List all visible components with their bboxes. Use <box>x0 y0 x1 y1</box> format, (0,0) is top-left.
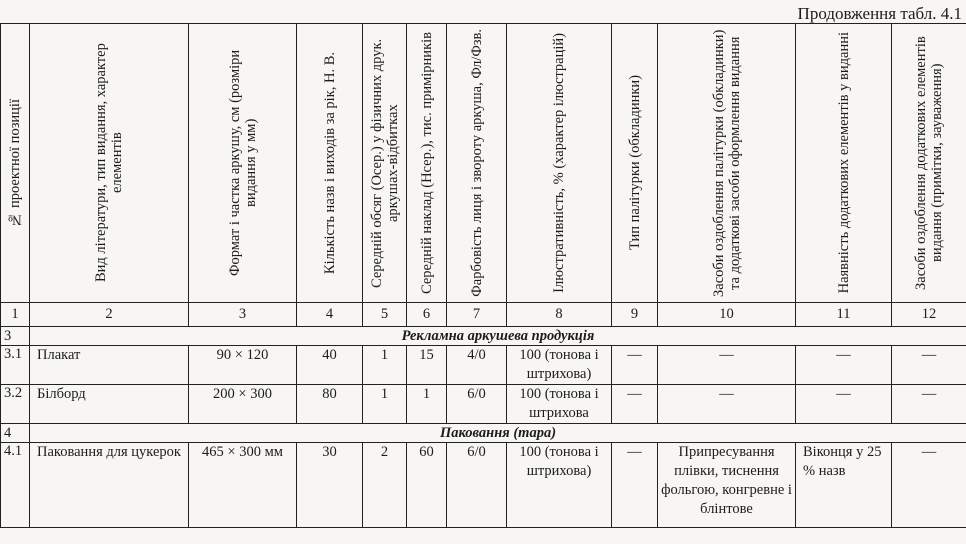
header-cell-4: Кількість назв і виходів за рік, Н. В. <box>297 24 363 303</box>
column-number: 6 <box>407 303 447 327</box>
header-cell-12: Засоби оздоблення додаткових елементів видання (примітки, зауваження) <box>892 24 966 303</box>
column-number: 10 <box>658 303 796 327</box>
table-row <box>1 346 966 385</box>
row-titles: 30 <box>297 443 363 528</box>
row-run: 1 <box>407 385 447 424</box>
row-illustrations: 100 (тонова і штрихова) <box>507 346 612 385</box>
header-cell-9: Тип палітурки (обкладинки) <box>612 24 658 303</box>
row-kind: Плакат <box>30 346 189 385</box>
header-cell-11: Наявність додаткових елементів у виданні <box>796 24 892 303</box>
row-colors: 6/0 <box>447 443 507 528</box>
row-run: 60 <box>407 443 447 528</box>
column-number: 12 <box>892 303 966 327</box>
row-kind: Білборд <box>30 385 189 424</box>
row-position: 3.2 <box>1 385 30 424</box>
header-row <box>1 24 966 303</box>
column-number: 7 <box>447 303 507 327</box>
row-format: 90 × 120 <box>189 346 297 385</box>
section-row-packaging <box>1 424 966 443</box>
row-binding: — <box>612 385 658 424</box>
row-extra-finish: — <box>892 443 966 528</box>
table-row <box>1 443 966 528</box>
row-titles: 40 <box>297 346 363 385</box>
section-title: Паковання (тара) <box>30 424 966 443</box>
row-volume: 1 <box>363 346 407 385</box>
header-cell-2: Вид літератури, тип видання, характер елементів <box>30 24 189 303</box>
column-number: 1 <box>1 303 30 327</box>
row-colors: 6/0 <box>447 385 507 424</box>
row-format: 465 × 300 мм <box>189 443 297 528</box>
row-binding: — <box>612 346 658 385</box>
row-finish: — <box>658 385 796 424</box>
specification-table <box>0 23 966 528</box>
row-extra-finish: — <box>892 385 966 424</box>
column-number-row <box>1 303 966 327</box>
header-cell-5: Середній обсяг (Осер.) у фізичних друк. аркушах-відбитках <box>363 24 407 303</box>
header-cell-8: Ілюстративність, % (характер ілюстрацій) <box>507 24 612 303</box>
row-illustrations: 100 (тонова і штрихова <box>507 385 612 424</box>
row-extra: Віконця у 25 % назв <box>796 443 892 528</box>
row-format: 200 × 300 <box>189 385 297 424</box>
row-kind: Паковання для цукерок <box>30 443 189 528</box>
header-cell-6: Середній наклад (Нсер.), тис. примірників <box>407 24 447 303</box>
header-cell-1: № проектної позиції <box>1 24 30 303</box>
table-caption: Продовження табл. 4.1 <box>797 4 962 23</box>
header-cell-3: Формат і частка аркушу, см (розміри видання у мм) <box>189 24 297 303</box>
column-number: 8 <box>507 303 612 327</box>
column-number: 3 <box>189 303 297 327</box>
row-position: 4.1 <box>1 443 30 528</box>
row-illustrations: 100 (тонова і штрихова) <box>507 443 612 528</box>
row-binding: — <box>612 443 658 528</box>
section-title: Рекламна аркушева продукція <box>30 327 966 346</box>
section-position: 3 <box>1 327 30 346</box>
row-titles: 80 <box>297 385 363 424</box>
column-number: 4 <box>297 303 363 327</box>
column-number: 9 <box>612 303 658 327</box>
section-position: 4 <box>1 424 30 443</box>
row-finish: Припресування плівки, тиснення фольгою, конгревне і блінтове <box>658 443 796 528</box>
column-number: 11 <box>796 303 892 327</box>
row-volume: 1 <box>363 385 407 424</box>
row-run: 15 <box>407 346 447 385</box>
row-position: 3.1 <box>1 346 30 385</box>
row-extra: — <box>796 346 892 385</box>
table-row <box>1 385 966 424</box>
section-row-advertising <box>1 327 966 346</box>
column-number: 2 <box>30 303 189 327</box>
row-volume: 2 <box>363 443 407 528</box>
row-extra: — <box>796 385 892 424</box>
row-finish: — <box>658 346 796 385</box>
row-colors: 4/0 <box>447 346 507 385</box>
column-number: 5 <box>363 303 407 327</box>
header-cell-7: Фарбовість лиця і звороту аркуша, Фл/Фзв. <box>447 24 507 303</box>
header-cell-10: Засоби оздоблення палітурки (обкладинки) та додаткові засоби оформлення видання <box>658 24 796 303</box>
row-extra-finish: — <box>892 346 966 385</box>
